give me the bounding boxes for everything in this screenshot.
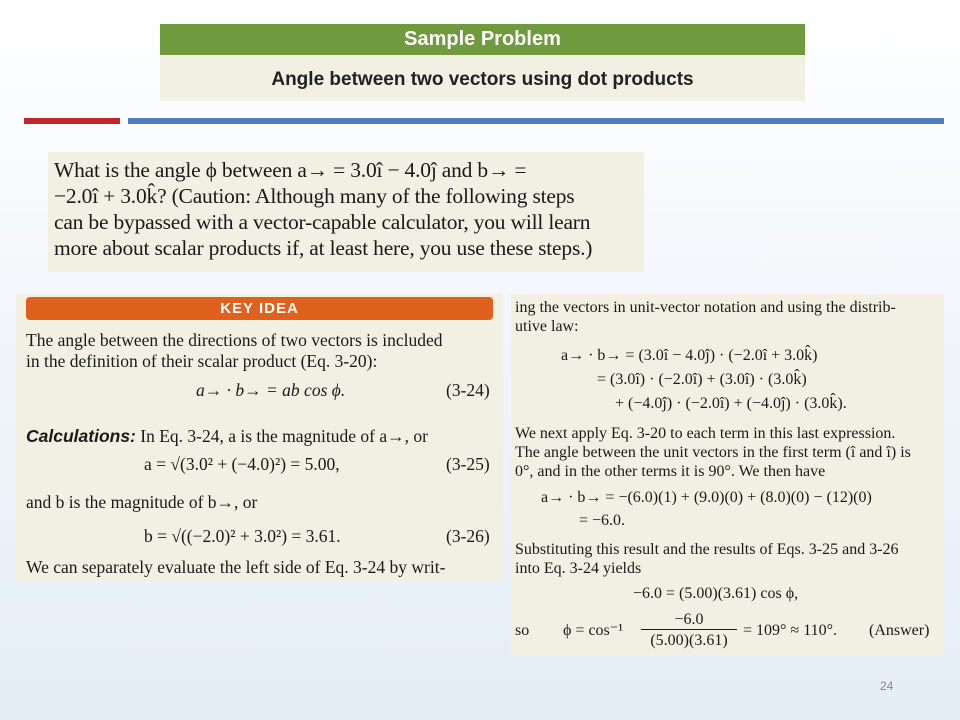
calculations-label: Calculations: xyxy=(26,426,136,446)
phi-result: = 109° ≈ 110°. xyxy=(743,622,838,639)
accent-bar-red xyxy=(24,118,120,124)
page-number: 24 xyxy=(880,679,894,693)
so-label: so xyxy=(515,622,530,639)
equation-yield: −6.0 = (5.00)(3.61) cos ϕ, xyxy=(633,585,799,602)
text-line: The angle between the unit vectors in the first term (î and î) is xyxy=(515,444,911,461)
answer-label: (Answer) xyxy=(869,622,930,639)
b-magnitude-text: and b is the magnitude of b→, or xyxy=(26,492,258,512)
intro-line: The angle between the directions of two vectors is included xyxy=(26,330,443,350)
text-line: Substituting this result and the results of Eqs. 3-25 and 3-26 xyxy=(515,541,899,558)
equation-number: (3-24) xyxy=(446,380,490,400)
dot-product-line: a→ · b→ = −(6.0)(1) + (9.0)(0) + (8.0)(0) − (12)(0) xyxy=(541,489,872,506)
question-line: −2.0î + 3.0k̂? (Caution: Although many of the following steps xyxy=(54,184,575,208)
key-idea-banner: KEY IDEA xyxy=(26,297,493,320)
phi-equation: ϕ = cos⁻¹ xyxy=(563,622,624,639)
text-line: 0°, and in the other terms it is 90°. We then have xyxy=(515,463,826,480)
question-line: more about scalar products if, at least here, you use these steps.) xyxy=(54,236,593,260)
key-idea-panel xyxy=(16,294,503,582)
expansion-line: + (−4.0ĵ) · (−2.0î) + (−4.0ĵ) · (3.0k̂). xyxy=(615,395,847,412)
text-line: ing the vectors in unit-vector notation and using the distrib- xyxy=(515,299,896,316)
problem-title: Angle between two vectors using dot products xyxy=(271,69,694,90)
equation-3-24: a→ · b→ = ab cos ϕ. xyxy=(196,380,346,400)
expansion-line: a→ · b→ = (3.0î − 4.0ĵ) · (−2.0î + 3.0k̂) xyxy=(561,347,818,364)
solution-panel xyxy=(511,294,944,656)
calculations-line xyxy=(26,426,428,447)
continuation-text: We can separately evaluate the left side of Eq. 3-24 by writ- xyxy=(26,557,446,577)
dot-product-result: = −6.0. xyxy=(579,512,626,529)
equation-3-26: b = √((−2.0)² + 3.0²) = 3.61. xyxy=(144,526,341,546)
equation-number: (3-26) xyxy=(446,526,490,546)
question-text xyxy=(54,157,638,261)
calculations-text: In Eq. 3-24, a is the magnitude of a→, or xyxy=(140,426,428,446)
question-box xyxy=(48,152,644,272)
sample-problem-header xyxy=(160,24,805,101)
text-line: We next apply Eq. 3-20 to each term in this last expression. xyxy=(515,425,896,442)
fraction-numerator: −6.0 xyxy=(641,610,737,630)
expansion-line: = (3.0î) · (−2.0î) + (3.0î) · (3.0k̂) xyxy=(597,371,807,388)
equation-3-25: a = √(3.0² + (−4.0)²) = 5.00, xyxy=(144,454,340,474)
sample-problem-banner: Sample Problem xyxy=(160,24,805,55)
fraction-denominator: (5.00)(3.61) xyxy=(650,632,728,649)
equation-number: (3-25) xyxy=(446,454,490,474)
question-line: What is the angle ϕ between a→ = 3.0î − 4.0ĵ and b→ = xyxy=(54,158,527,182)
text-line: into Eq. 3-24 yields xyxy=(515,560,642,577)
accent-bar-blue xyxy=(128,118,944,124)
question-line: can be bypassed with a vector-capable calculator, you will learn xyxy=(54,210,591,234)
text-line: utive law: xyxy=(515,318,579,335)
intro-line: in the definition of their scalar product (Eq. 3-20): xyxy=(26,351,378,371)
